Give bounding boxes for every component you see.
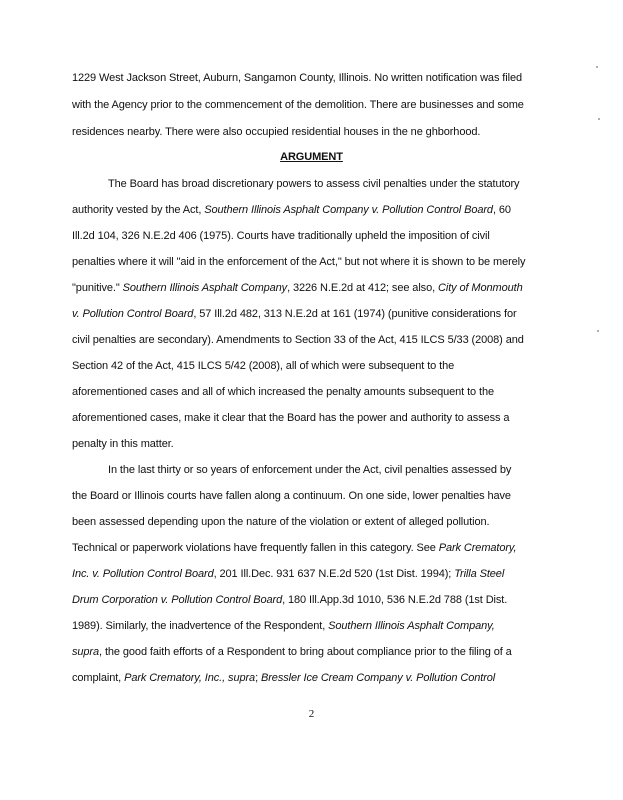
text-line [72, 282, 523, 295]
text-segment: Technical or paperwork violations have frequently fallen in this category. See [72, 542, 439, 554]
text-segment: aforementioned cases, make it clear that the Board has the power and authority to assess a [72, 412, 510, 424]
citation-italic: v. Pollution Control Board [72, 308, 194, 320]
scan-speck [598, 118, 600, 120]
text-segment: , 60 [492, 204, 511, 216]
text-segment: with the Agency prior to the commencement of the demolition. There are businesses and some [72, 99, 524, 111]
text-segment: complaint, [72, 672, 125, 684]
scan-speck [597, 330, 599, 332]
text-line [72, 542, 516, 555]
text-segment: aforementioned cases and all of which increased the penalty amounts subsequent to the [72, 386, 494, 398]
citation-italic: Drum Corporation v. Pollution Control Board [72, 594, 283, 606]
text-segment: , 201 Ill.Dec. 931 637 N.E.2d 520 (1st Dist. 1994); [213, 568, 455, 580]
text-line [72, 126, 480, 139]
citation-italic: Trilla Steel [454, 568, 505, 580]
text-line [72, 230, 490, 243]
text-line [72, 620, 495, 633]
text-segment: residences nearby. There were also occupied residential houses in the ne ghborhood. [72, 126, 481, 138]
text-line [72, 516, 489, 529]
text-segment: authority vested by the Act, [72, 204, 205, 216]
text-segment: , 180 Ill.App.3d 1010, 536 N.E.2d 788 (1st Dist. [282, 594, 508, 606]
text-line [72, 334, 524, 347]
text-segment: Section 42 of the Act, 415 ILCS 5/42 (2008), all of which were subsequent to the [72, 360, 455, 372]
text-line [72, 99, 524, 112]
text-line [72, 438, 174, 451]
text-line [72, 568, 504, 581]
text-segment: 1989). Similarly, the inadvertence of the Respondent, [72, 620, 329, 632]
text-segment: ; [255, 672, 261, 684]
citation-italic: City of Monmouth [438, 282, 523, 294]
text-line [72, 256, 525, 269]
citation-italic: Park Crematory, [438, 542, 517, 554]
citation-italic: Southern Illinois Asphalt Company [122, 282, 288, 294]
scan-speck [596, 66, 598, 68]
text-line [72, 204, 511, 217]
text-segment: Ill.2d 104, 326 N.E.2d 406 (1975). Courts have traditionally upheld the imposition of civil [72, 230, 490, 242]
citation-italic: supra [72, 646, 100, 658]
text-line [72, 72, 522, 85]
text-line [72, 672, 495, 685]
text-line [72, 386, 494, 399]
text-line [72, 308, 517, 321]
citation-italic: Southern Illinois Asphalt Company, [328, 620, 495, 632]
text-segment: The Board has broad discretionary powers to assess civil penalties under the statutory [108, 178, 520, 190]
paragraph-first-line [108, 178, 519, 191]
section-heading: ARGUMENT [280, 151, 343, 163]
text-segment: penalties where it will "aid in the enforcement of the Act," but not where it is shown to be merely [72, 256, 526, 268]
text-line [72, 412, 509, 425]
text-segment: , the good faith efforts of a Respondent to bring about compliance prior to the filing of a [99, 646, 512, 658]
text-segment: , 57 Ill.2d 482, 313 N.E.2d at 161 (1974) (punitive considerations for [193, 308, 517, 320]
text-segment: penalty in this matter. [72, 438, 174, 450]
text-line [72, 360, 454, 373]
text-segment: been assessed depending upon the nature of the violation or extent of alleged pollution. [72, 516, 490, 528]
text-segment: , 3226 N.E.2d at 412; see also, [287, 282, 438, 294]
citation-italic: Park Crematory, Inc., supra [124, 672, 256, 684]
text-segment: civil penalties are secondary). Amendments to Section 33 of the Act, 415 ILCS 5/33 (2008) and [72, 334, 524, 346]
paragraph-first-line [108, 464, 511, 477]
citation-italic: Southern Illinois Asphalt Company v. Pollution Control Board [204, 204, 493, 216]
text-line [72, 490, 511, 503]
citation-italic: Inc. v. Pollution Control Board [72, 568, 214, 580]
text-line [72, 594, 507, 607]
text-segment: 1229 West Jackson Street, Auburn, Sangamon County, Illinois. No written notification was filed [72, 72, 522, 84]
citation-italic: Bressler Ice Cream Company v. Pollution Control [261, 672, 496, 684]
text-segment: "punitive." [72, 282, 123, 294]
text-segment: In the last thirty or so years of enforcement under the Act, civil penalties assessed by [108, 464, 512, 476]
text-line [72, 646, 512, 659]
page-number: 2 [308, 708, 315, 720]
text-segment: the Board or Illinois courts have fallen along a continuum. On one side, lower penalties have [72, 490, 511, 502]
